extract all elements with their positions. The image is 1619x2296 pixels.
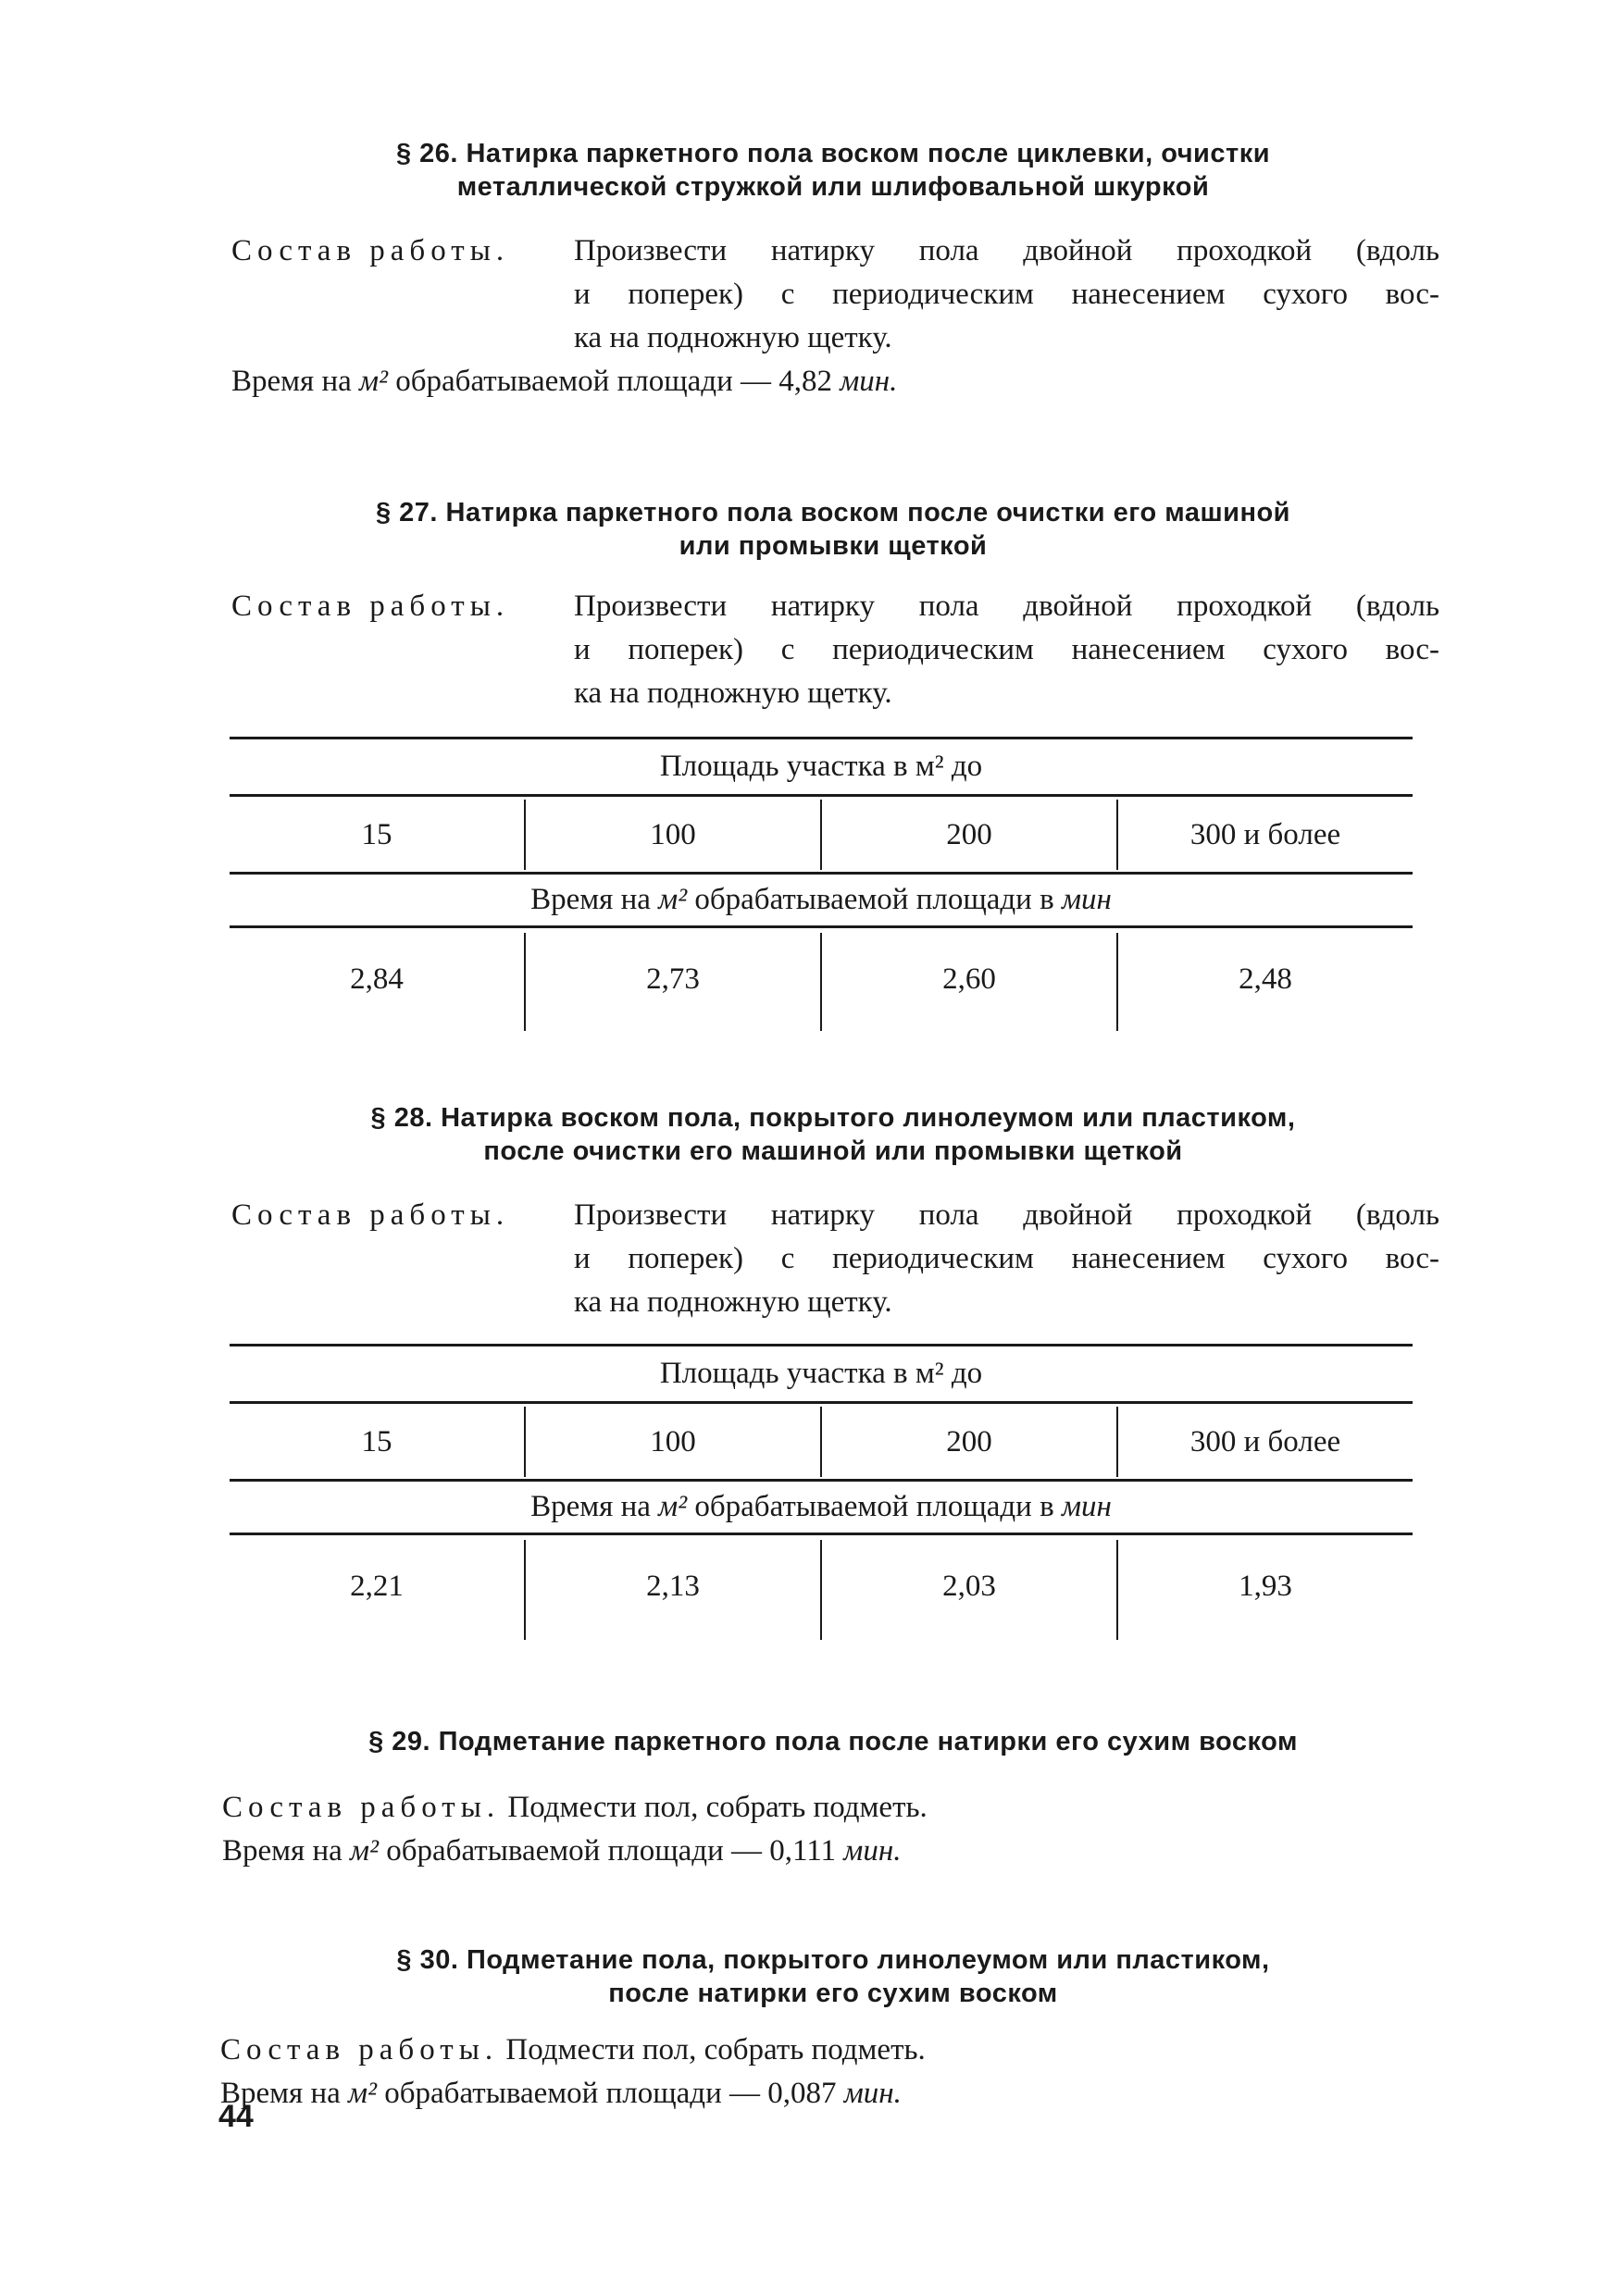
composition-label: Состав работы. [220, 2033, 499, 2066]
section-26-heading: § 26. Натирка паркетного пола воском после циклевки, очистки металлической стружкой или шлифовальной шкуркой [395, 139, 1271, 202]
composition-line: ка на подножную щетку. [574, 1285, 892, 1319]
section-27-heading: § 27. Натирка паркетного пола воском после очистки его машиной или промывки щеткой [375, 498, 1291, 561]
section-26-composition [231, 230, 1444, 403]
section-30-composition [220, 2029, 1433, 2116]
composition-label: Состав работы. [231, 590, 510, 623]
area-header: Площадь участка в м² до [659, 1357, 983, 1390]
composition-line: Произвести натирку пола двойной проходкой (вдоль [574, 590, 1439, 623]
time-row [230, 1540, 1413, 1640]
time-cell: 2,48 [1116, 933, 1413, 1031]
composition-line: Подмести пол, собрать подметь. [507, 1791, 928, 1824]
section-30-time: Время на м² обрабатываемой площади — 0,087 мин. [220, 2077, 902, 2110]
time-cell: 2,03 [820, 1540, 1116, 1640]
area-cell: 15 [361, 818, 392, 851]
time-cell: 1,93 [1116, 1540, 1413, 1640]
area-cell: 300 и более [1116, 1407, 1413, 1477]
section-27-table [230, 737, 1413, 1031]
section-29-heading: § 29. Подметание паркетного пола после натирки его сухим воском [368, 1727, 1298, 1756]
area-cell: 200 [820, 800, 1116, 870]
area-cell: 100 [524, 800, 820, 870]
area-row [230, 1407, 1413, 1477]
time-cell: 2,13 [524, 1540, 820, 1640]
area-cell: 15 [361, 1425, 392, 1458]
composition-line: Произвести натирку пола двойной проходкой (вдоль [574, 1198, 1439, 1232]
area-cell: 100 [524, 1407, 820, 1477]
time-header: Время на м² обрабатываемой площади в мин [530, 883, 1112, 916]
time-cell: 2,84 [350, 962, 404, 996]
section-28-table [230, 1344, 1413, 1640]
composition-line: и поперек) с периодическим нанесением сухого вос- [574, 633, 1439, 666]
composition-label: Состав работы. [222, 1791, 501, 1824]
section-29-composition [222, 1786, 1435, 1873]
section-28-composition [231, 1194, 1444, 1324]
composition-line: Подмести пол, собрать подметь. [505, 2033, 926, 2066]
time-header: Время на м² обрабатываемой площади в мин [530, 1490, 1112, 1523]
section-28-heading: § 28. Натирка воском пола, покрытого линолеумом или пластиком, после очистки его машиной или промывки щеткой [370, 1103, 1296, 1166]
time-cell: 2,21 [350, 1570, 404, 1603]
composition-line: и поперек) с периодическим нанесением сухого вос- [574, 1242, 1439, 1275]
area-cell: 300 и более [1116, 800, 1413, 870]
time-cell: 2,60 [820, 933, 1116, 1031]
time-row [230, 933, 1413, 1031]
section-26-time: Время на м² обрабатываемой площади — 4,82 мин. [231, 365, 898, 398]
area-header: Площадь участка в м² до [659, 750, 983, 783]
composition-line: Произвести натирку пола двойной проходкой (вдоль [574, 234, 1439, 267]
area-row [230, 800, 1413, 870]
composition-label: Состав работы. [231, 234, 510, 267]
section-30-heading: § 30. Подметание пола, покрытого линолеумом или пластиком, после натирки его сухим воском [396, 1945, 1270, 2008]
composition-line: ка на подножную щетку. [574, 676, 892, 710]
composition-line: и поперек) с периодическим нанесением сухого вос- [574, 278, 1439, 311]
composition-label: Состав работы. [231, 1198, 510, 1232]
area-cell: 200 [820, 1407, 1116, 1477]
time-cell: 2,73 [524, 933, 820, 1031]
page-number: 44 [218, 2099, 254, 2134]
section-27-composition [231, 585, 1444, 715]
section-29-time: Время на м² обрабатываемой площади — 0,111 мин. [222, 1834, 902, 1868]
composition-line: ка на подножную щетку. [574, 321, 892, 354]
